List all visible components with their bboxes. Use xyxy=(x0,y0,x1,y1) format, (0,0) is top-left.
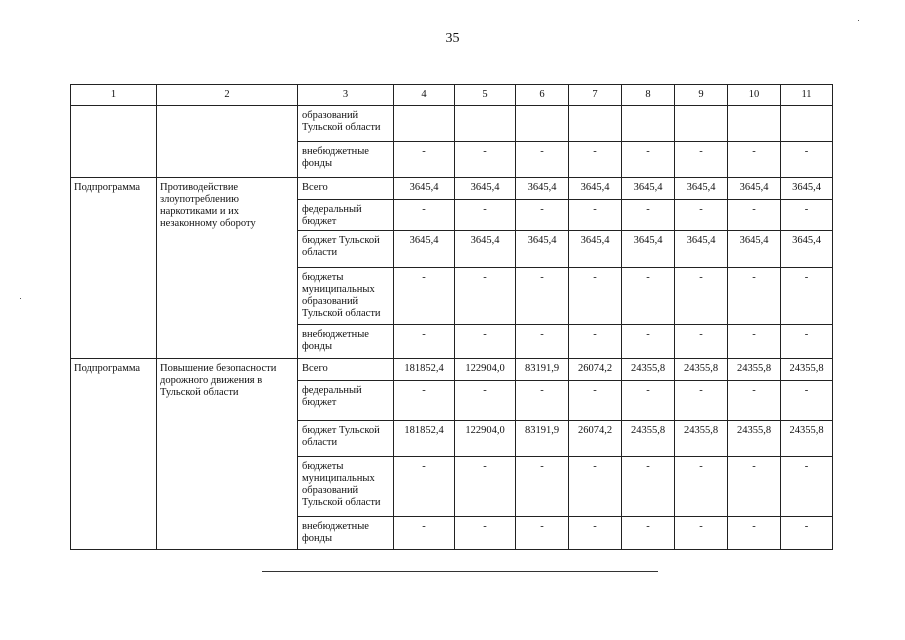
funding-source: федеральный бюджет xyxy=(298,381,394,421)
value-cell: - xyxy=(622,325,675,359)
funding-source: образований Тульской области xyxy=(298,106,394,142)
value-cell: - xyxy=(569,517,622,550)
value-cell xyxy=(728,106,781,142)
value-cell: - xyxy=(394,325,455,359)
value-cell: - xyxy=(728,457,781,517)
value-cell: - xyxy=(394,142,455,178)
value-cell: 83191,9 xyxy=(516,359,569,381)
value-cell: - xyxy=(675,517,728,550)
scan-speck xyxy=(858,20,859,21)
value-cell: 3645,4 xyxy=(675,178,728,200)
value-cell: - xyxy=(728,517,781,550)
value-cell: - xyxy=(728,142,781,178)
value-cell xyxy=(394,106,455,142)
value-cell: - xyxy=(781,457,833,517)
program-name-cell: Повышение безопасности дорожного движения в Тульской области xyxy=(157,359,298,550)
value-cell: - xyxy=(394,517,455,550)
value-cell: - xyxy=(622,200,675,231)
value-cell: 24355,8 xyxy=(781,359,833,381)
value-cell: - xyxy=(622,457,675,517)
value-cell: 3645,4 xyxy=(622,231,675,268)
funding-source: федеральный бюджет xyxy=(298,200,394,231)
value-cell: - xyxy=(516,142,569,178)
value-cell: - xyxy=(728,200,781,231)
value-cell: 3645,4 xyxy=(516,178,569,200)
value-cell: - xyxy=(675,142,728,178)
value-cell: 181852,4 xyxy=(394,359,455,381)
value-cell xyxy=(622,106,675,142)
value-cell: - xyxy=(622,517,675,550)
value-cell: - xyxy=(394,200,455,231)
value-cell: - xyxy=(516,200,569,231)
value-cell: - xyxy=(394,381,455,421)
column-header: 4 xyxy=(394,85,455,106)
value-cell: - xyxy=(516,381,569,421)
value-cell: 24355,8 xyxy=(622,421,675,457)
value-cell: - xyxy=(781,325,833,359)
value-cell: 24355,8 xyxy=(675,359,728,381)
value-cell: - xyxy=(569,381,622,421)
value-cell: 3645,4 xyxy=(728,231,781,268)
value-cell: 3645,4 xyxy=(455,231,516,268)
value-cell: - xyxy=(569,200,622,231)
value-cell xyxy=(455,106,516,142)
value-cell: 3645,4 xyxy=(569,231,622,268)
table-row xyxy=(71,359,833,381)
value-cell: 3645,4 xyxy=(455,178,516,200)
value-cell: - xyxy=(675,381,728,421)
column-header: 2 xyxy=(157,85,298,106)
program-type-cell: Подпрограмма xyxy=(71,178,157,359)
value-cell: 3645,4 xyxy=(728,178,781,200)
value-cell: - xyxy=(675,457,728,517)
value-cell: - xyxy=(455,381,516,421)
value-cell: - xyxy=(728,325,781,359)
column-header: 7 xyxy=(569,85,622,106)
value-cell: - xyxy=(675,200,728,231)
value-cell: - xyxy=(675,325,728,359)
value-cell: 24355,8 xyxy=(728,421,781,457)
footer-divider xyxy=(262,571,658,572)
funding-source: внебюджетные фонды xyxy=(298,325,394,359)
program-type-cell: Подпрограмма xyxy=(71,359,157,550)
value-cell: 26074,2 xyxy=(569,421,622,457)
value-cell: 24355,8 xyxy=(622,359,675,381)
column-header: 11 xyxy=(781,85,833,106)
value-cell: - xyxy=(781,381,833,421)
column-header: 3 xyxy=(298,85,394,106)
value-cell: 3645,4 xyxy=(569,178,622,200)
value-cell: 181852,4 xyxy=(394,421,455,457)
value-cell: - xyxy=(781,268,833,325)
table-body xyxy=(71,85,833,550)
value-cell xyxy=(675,106,728,142)
value-cell xyxy=(781,106,833,142)
column-header: 6 xyxy=(516,85,569,106)
program-type-cell xyxy=(71,106,157,178)
funding-source: внебюджетные фонды xyxy=(298,142,394,178)
value-cell: - xyxy=(728,268,781,325)
value-cell: - xyxy=(781,517,833,550)
value-cell: 3645,4 xyxy=(622,178,675,200)
column-header: 10 xyxy=(728,85,781,106)
value-cell: 3645,4 xyxy=(781,178,833,200)
program-name-cell xyxy=(157,106,298,178)
value-cell: 83191,9 xyxy=(516,421,569,457)
funding-source: бюджет Тульской области xyxy=(298,231,394,268)
value-cell: - xyxy=(455,268,516,325)
value-cell: 3645,4 xyxy=(394,231,455,268)
column-header: 9 xyxy=(675,85,728,106)
value-cell: 3645,4 xyxy=(781,231,833,268)
value-cell: - xyxy=(569,325,622,359)
value-cell: - xyxy=(516,457,569,517)
value-cell: - xyxy=(781,142,833,178)
funding-source: Всего xyxy=(298,359,394,381)
page-number: 35 xyxy=(445,31,460,46)
value-cell: - xyxy=(675,268,728,325)
value-cell: 3645,4 xyxy=(516,231,569,268)
value-cell: - xyxy=(728,381,781,421)
value-cell: - xyxy=(455,457,516,517)
value-cell: - xyxy=(781,200,833,231)
value-cell xyxy=(516,106,569,142)
value-cell: 24355,8 xyxy=(675,421,728,457)
column-header: 1 xyxy=(71,85,157,106)
value-cell: - xyxy=(455,325,516,359)
column-header: 8 xyxy=(622,85,675,106)
value-cell: - xyxy=(569,457,622,517)
table-row xyxy=(71,178,833,200)
value-cell: - xyxy=(394,457,455,517)
value-cell: - xyxy=(569,142,622,178)
value-cell: - xyxy=(516,517,569,550)
value-cell: - xyxy=(394,268,455,325)
funding-source: бюджеты муниципальных образований Тульской области xyxy=(298,457,394,517)
value-cell: - xyxy=(516,325,569,359)
funding-source: бюджет Тульской области xyxy=(298,421,394,457)
value-cell: 24355,8 xyxy=(728,359,781,381)
funding-source: бюджеты муниципальных образований Тульской области xyxy=(298,268,394,325)
value-cell: 26074,2 xyxy=(569,359,622,381)
column-header: 5 xyxy=(455,85,516,106)
value-cell: - xyxy=(516,268,569,325)
budget-table xyxy=(70,84,833,550)
value-cell: 24355,8 xyxy=(781,421,833,457)
value-cell: 122904,0 xyxy=(455,421,516,457)
value-cell xyxy=(569,106,622,142)
value-cell: - xyxy=(569,268,622,325)
value-cell: - xyxy=(622,381,675,421)
value-cell: 3645,4 xyxy=(394,178,455,200)
funding-source: Всего xyxy=(298,178,394,200)
program-name-cell: Противодействие злоупотреблению наркотиками и их незаконному обороту xyxy=(157,178,298,359)
value-cell: 122904,0 xyxy=(455,359,516,381)
value-cell: - xyxy=(622,142,675,178)
table-row xyxy=(71,106,833,142)
funding-source: внебюджетные фонды xyxy=(298,517,394,550)
header-row xyxy=(71,85,833,106)
value-cell: - xyxy=(455,517,516,550)
scan-speck xyxy=(20,298,21,299)
value-cell: - xyxy=(622,268,675,325)
value-cell: - xyxy=(455,200,516,231)
value-cell: 3645,4 xyxy=(675,231,728,268)
value-cell: - xyxy=(455,142,516,178)
